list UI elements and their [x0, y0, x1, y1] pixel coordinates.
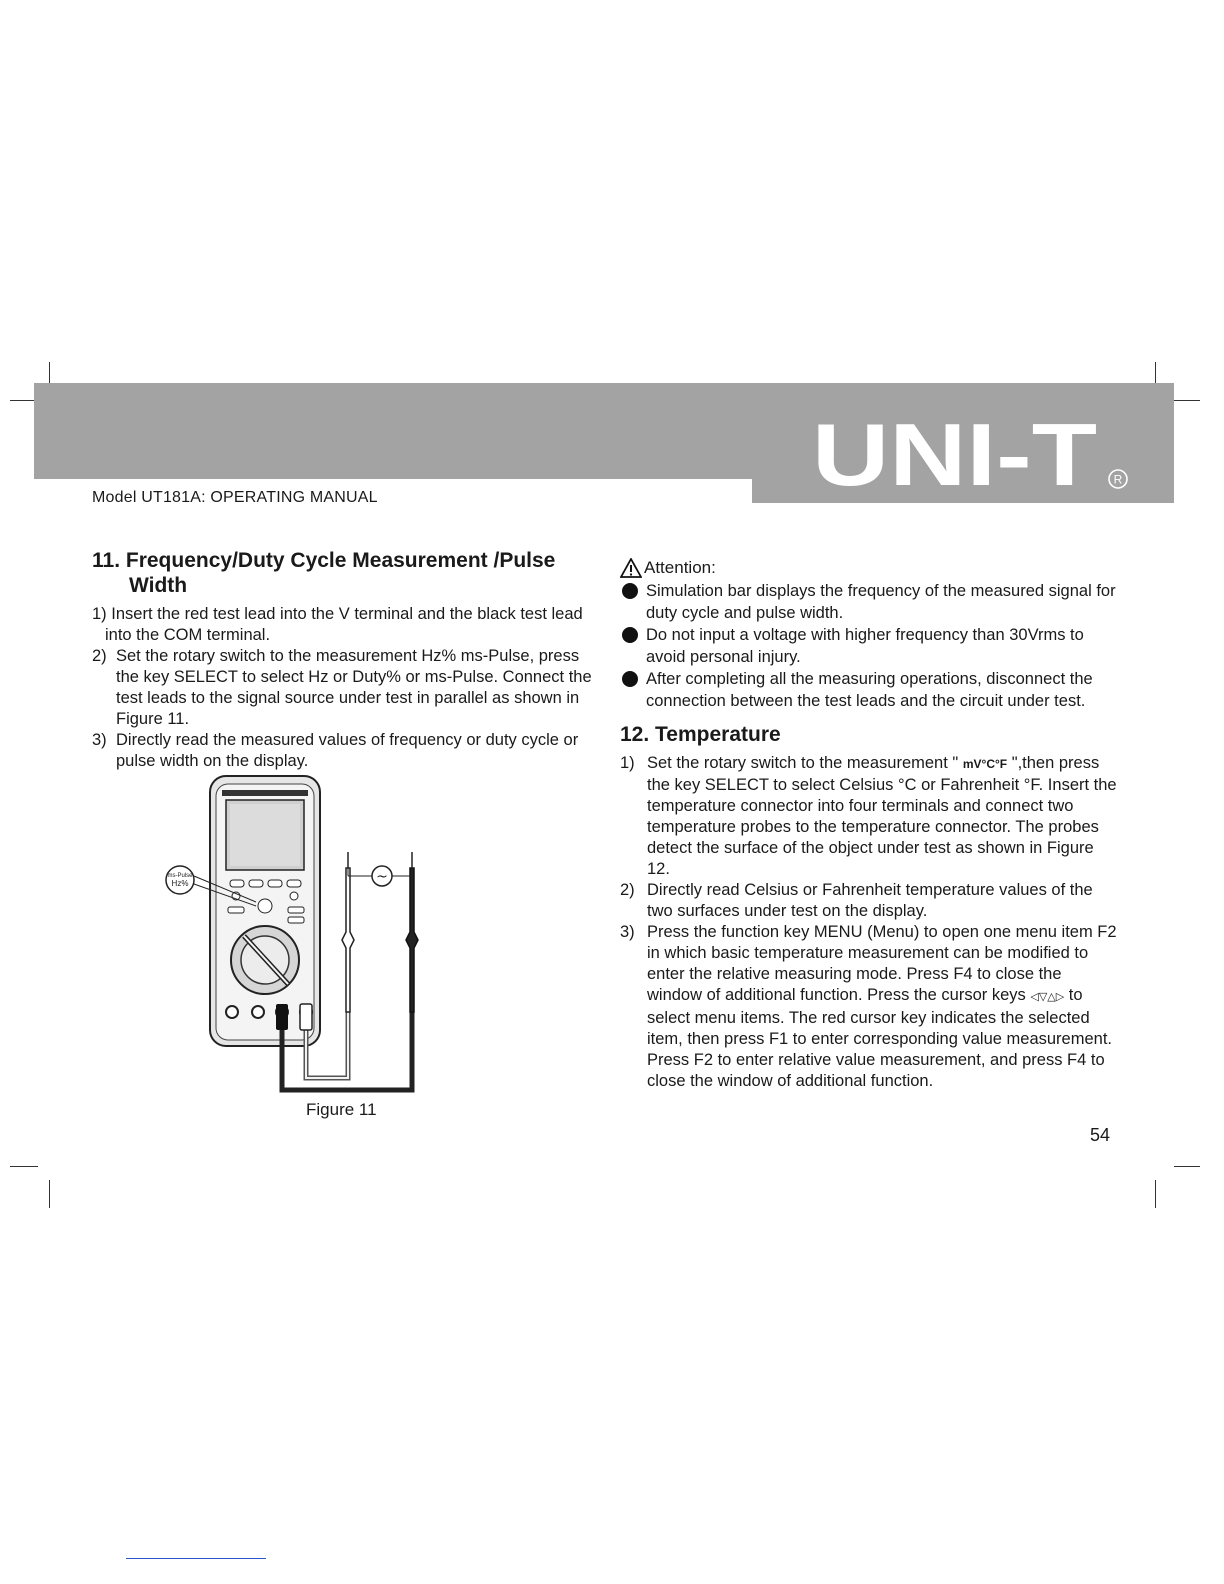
step-text: Set the rotary switch to the measurement Hz% ms-Pulse, press the key SELECT to select Hz or Duty% or ms-Pulse. Connect the test leads to the signal source under test in parallel as shown in Figure 11.: [116, 647, 592, 728]
menu-key: [288, 907, 304, 913]
step-number: 3): [620, 923, 635, 941]
bullet-text: Do not input a voltage with higher frequency than 30Vrms to avoid personal injury.: [646, 626, 1084, 666]
link-underline: [126, 1558, 266, 1559]
section-11-title-line2: Width: [129, 574, 188, 597]
step-text: ",then press the key SELECT to select Celsius °C or Fahrenheit °F. Insert the temperature connector into four terminals and connect two temperature probes to the temperature connector. The probes detect the surface of the object under test as shown in Figure 12.: [647, 754, 1117, 878]
mode-callout-line1: ms-Pulse: [167, 873, 193, 879]
v-plug: [300, 1004, 312, 1030]
left-column: [92, 548, 592, 772]
right-key: [290, 892, 298, 900]
registered-mark-letter: R: [1113, 472, 1123, 487]
list-item: [92, 730, 592, 772]
step-text: Insert the red test lead into the V terminal and the black test lead into the COM terminal.: [105, 605, 583, 644]
meter-top-strip: [222, 790, 308, 796]
crop-mark: [1155, 1180, 1156, 1208]
step-number: 2): [620, 881, 635, 899]
f2-key: [249, 880, 263, 887]
section-11-steps: [92, 604, 592, 772]
step-number: 2): [92, 647, 107, 665]
list-item: [92, 604, 592, 646]
crop-mark: [49, 1180, 50, 1208]
bullet-icon: [622, 671, 638, 687]
step-number: 1): [92, 605, 107, 623]
step-text: Directly read Celsius or Fahrenheit temperature values of the two surfaces under test on the display.: [647, 881, 1093, 920]
meter-screen-inner: [230, 804, 300, 866]
com-plug: [276, 1004, 288, 1030]
bullet-icon: [622, 627, 638, 643]
terminal-ma: [252, 1006, 264, 1018]
list-item: [620, 922, 1120, 1092]
step-text: Directly read the measured values of frequency or duty cycle or pulse width on the display.: [116, 731, 579, 770]
crop-mark: [1174, 400, 1200, 401]
crop-mark: [10, 1166, 38, 1167]
figure-11-caption: Figure 11: [306, 1100, 377, 1119]
manual-title: Model UT181A: OPERATING MANUAL: [92, 489, 378, 506]
temperature-mode-symbol: mV°C°F: [962, 757, 1008, 771]
hold-key: [288, 917, 304, 923]
list-item: [620, 624, 1120, 668]
red-probe: [342, 868, 354, 1012]
step-text: Press the function key MENU (Menu) to open one menu item F2 in which basic temperature measurement can be modified to enter the relative measuring mode. Press F4 to close the window of additional function. Press the cursor keys: [647, 923, 1117, 1004]
list-item: [620, 580, 1120, 624]
section-11-title: [92, 548, 592, 598]
cursor-keys-icon: ◁▽△▷: [1030, 991, 1065, 1003]
crop-mark: [10, 400, 36, 401]
list-item: [620, 880, 1120, 922]
f1-key: [230, 880, 244, 887]
crop-mark: [1174, 1166, 1200, 1167]
attention-label: Attention:: [644, 558, 716, 577]
section-12-title: 12. Temperature: [620, 723, 781, 746]
list-item: [620, 668, 1120, 712]
figure-11-multimeter: [160, 772, 430, 1102]
step-number: 1): [620, 754, 635, 772]
warning-triangle-icon: [620, 558, 642, 578]
bullet-text: After completing all the measuring operations, disconnect the connection between the test leads and the circuit under test.: [646, 670, 1093, 710]
select-key: [228, 907, 244, 913]
page-number: 54: [1090, 1125, 1111, 1145]
ac-source-symbol: ~: [376, 869, 388, 885]
cursor-key: [258, 899, 272, 913]
list-item: [620, 753, 1120, 880]
terminal-a: [226, 1006, 238, 1018]
black-probe: [406, 868, 418, 1012]
attention-list: [620, 580, 1120, 712]
bullet-text: Simulation bar displays the frequency of the measured signal for duty cycle and pulse width.: [646, 582, 1116, 622]
bullet-icon: [622, 583, 638, 599]
section-12-steps: [620, 753, 1120, 1092]
right-column: [620, 556, 1120, 1092]
section-11-title-line1: 11. Frequency/Duty Cycle Measurement /Pulse: [92, 549, 556, 572]
brand-logo-text: UNI-T: [812, 415, 1097, 495]
f4-key: [287, 880, 301, 887]
step-text: Set the rotary switch to the measurement ": [647, 754, 963, 772]
mode-callout-line2: Hz%: [171, 879, 189, 888]
section-12: [620, 722, 1120, 1092]
list-item: [92, 646, 592, 730]
step-text: to select menu items. The red cursor key indicates the selected item, then press F1 to enter corresponding value measurement. Press F2 to enter relative value measurement, and press F4 to close the window of additional function.: [647, 986, 1112, 1090]
f3-key: [268, 880, 282, 887]
attention-heading: [620, 556, 1120, 580]
brand-logo: [812, 415, 1142, 495]
step-number: 3): [92, 731, 107, 749]
